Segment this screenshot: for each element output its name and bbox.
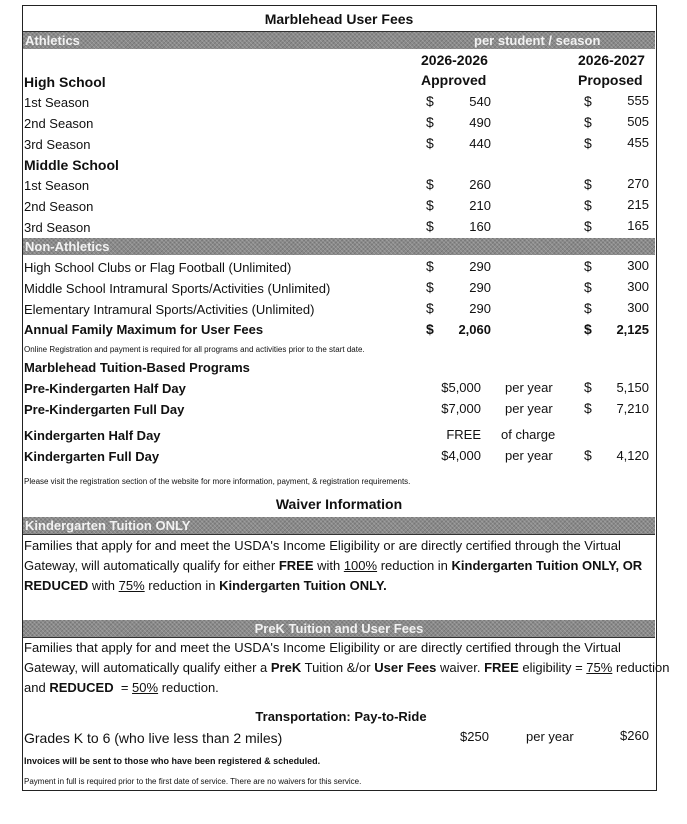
currency-sign: $ xyxy=(426,93,434,109)
currency-sign: $ xyxy=(584,447,592,463)
kindergarten-waiver-bar xyxy=(23,517,655,534)
k-waiver-line-1: Families that apply for and meet the USDA's Income Eligibility or are directly certified through the Virtual xyxy=(24,538,621,553)
row-label: 1st Season xyxy=(24,95,90,110)
row-label: Pre-Kindergarten Half Day xyxy=(24,381,186,396)
online-registration-note: Online Registration and payment is required for all programs and activities prior to the start date. xyxy=(24,345,365,354)
row-label: Kindergarten Half Day xyxy=(24,428,161,443)
page-title: Marblehead User Fees xyxy=(264,11,414,27)
middle-school-label: Middle School xyxy=(24,157,119,173)
tuition-unit: per year xyxy=(505,380,553,395)
tuition-unit: per year xyxy=(505,448,553,463)
currency-sign: $ xyxy=(584,379,592,395)
non-athletics-header-bar xyxy=(23,238,655,255)
currency-sign: $ xyxy=(584,114,592,130)
tuition-header: Marblehead Tuition-Based Programs xyxy=(24,360,250,375)
proposed-value: 7,210 xyxy=(616,401,649,416)
transport-label: Grades K to 6 (who live less than 2 miles) xyxy=(24,730,283,746)
row-label: 2nd Season xyxy=(24,116,94,131)
k-waiver-line-3: REDUCED with 75% reduction in Kindergarten Tuition ONLY. xyxy=(24,578,387,593)
waiver-title: Waiver Information xyxy=(275,496,403,512)
row-label: 1st Season xyxy=(24,178,90,193)
currency-sign: $ xyxy=(426,258,434,274)
row-label: Elementary Intramural Sports/Activities (Unlimited) xyxy=(24,302,315,317)
currency-sign: $ xyxy=(584,400,592,416)
currency-sign: $ xyxy=(584,135,592,151)
tuition-amount: $4,000 xyxy=(441,448,481,463)
approved-value: 160 xyxy=(469,219,491,234)
proposed-value: 165 xyxy=(627,218,649,233)
payment-note: Payment in full is required prior to the first date of service. There are no waivers for this service. xyxy=(24,777,362,786)
row-label: 3rd Season xyxy=(24,220,91,235)
currency-sign: $ xyxy=(584,218,592,234)
currency-sign: $ xyxy=(584,279,592,295)
prek-waiver-bar xyxy=(23,620,655,637)
currency-sign: $ xyxy=(584,321,592,337)
tuition-unit: per year xyxy=(505,401,553,416)
currency-sign: $ xyxy=(584,197,592,213)
tuition-amount: $7,000 xyxy=(441,401,481,416)
row-label: Middle School Intramural Sports/Activities (Unlimited) xyxy=(24,281,331,296)
currency-sign: $ xyxy=(426,218,434,234)
tuition-amount: $5,000 xyxy=(441,380,481,395)
tuition-unit: of charge xyxy=(501,427,556,442)
col1-year: 2026-2026 xyxy=(421,52,488,68)
annual-max-label: Annual Family Maximum for User Fees xyxy=(24,322,264,337)
proposed-value: 270 xyxy=(627,176,649,191)
approved-value: 440 xyxy=(469,136,491,151)
currency-sign: $ xyxy=(426,197,434,213)
approved-value: 490 xyxy=(469,115,491,130)
prek-waiver-line-1: Families that apply for and meet the USDA's Income Eligibility or are directly certified through the Virtual xyxy=(24,640,621,655)
k-waiver-line-2: Gateway, will automatically qualify for either FREE with 100% reduction in Kindergarten Tuition ONLY, OR xyxy=(24,558,643,573)
registration-visit-note: Please visit the registration section of the website for more information, payment, & registration requirements. xyxy=(24,477,411,486)
currency-sign: $ xyxy=(584,300,592,316)
approved-value: 540 xyxy=(469,94,491,109)
proposed-value: 215 xyxy=(627,197,649,212)
high-school-label: High School xyxy=(24,74,106,90)
athletics-header-bar xyxy=(23,32,655,49)
currency-sign: $ xyxy=(426,114,434,130)
transport-proposed: $260 xyxy=(620,728,649,743)
prek-waiver-line-2: Gateway, will automatically qualify either a PreK Tuition &/or User Fees waiver. FREE eligibility = 75% reduction xyxy=(24,660,670,675)
currency-sign: $ xyxy=(426,279,434,295)
proposed-value: 300 xyxy=(627,300,649,315)
currency-sign: $ xyxy=(584,93,592,109)
row-label: 2nd Season xyxy=(24,199,94,214)
annual-max-approved: 2,060 xyxy=(458,322,491,337)
invoice-note: Invoices will be sent to those who have been registered & scheduled. xyxy=(24,756,321,766)
currency-sign: $ xyxy=(426,321,434,337)
approved-value: 290 xyxy=(469,280,491,295)
prek-waiver-line-3: and REDUCED = 50% reduction. xyxy=(24,680,219,695)
approved-value: 290 xyxy=(469,259,491,274)
transport-unit: per year xyxy=(526,729,574,744)
row-label: High School Clubs or Flag Football (Unlimited) xyxy=(24,260,292,275)
divider xyxy=(23,534,655,535)
transportation-title: Transportation: Pay-to-Ride xyxy=(255,709,427,724)
approved-value: 260 xyxy=(469,177,491,192)
row-label: Kindergarten Full Day xyxy=(24,449,160,464)
currency-sign: $ xyxy=(426,176,434,192)
proposed-value: 455 xyxy=(627,135,649,150)
col2-year: 2026-2027 xyxy=(578,52,645,68)
kindergarten-waiver-header: Kindergarten Tuition ONLY xyxy=(25,518,191,533)
row-label: 3rd Season xyxy=(24,137,91,152)
currency-sign: $ xyxy=(584,258,592,274)
non-athletics-header: Non-Athletics xyxy=(25,239,110,254)
approved-value: 210 xyxy=(469,198,491,213)
proposed-value: 300 xyxy=(627,279,649,294)
currency-sign: $ xyxy=(584,176,592,192)
proposed-value: 505 xyxy=(627,114,649,129)
currency-sign: $ xyxy=(426,300,434,316)
transport-amount: $250 xyxy=(460,729,489,744)
per-student-label: per student / season xyxy=(474,33,601,48)
proposed-value: 555 xyxy=(627,93,649,108)
proposed-value: 300 xyxy=(627,258,649,273)
approved-value: 290 xyxy=(469,301,491,316)
proposed-value: 4,120 xyxy=(616,448,649,463)
currency-sign: $ xyxy=(426,135,434,151)
athletics-header: Athletics xyxy=(25,33,80,48)
row-label: Pre-Kindergarten Full Day xyxy=(24,402,185,417)
prek-waiver-header: PreK Tuition and User Fees xyxy=(254,621,424,636)
fee-sheet xyxy=(22,5,670,791)
annual-max-proposed: 2,125 xyxy=(616,322,649,337)
proposed-value: 5,150 xyxy=(616,380,649,395)
tuition-amount: FREE xyxy=(446,427,481,442)
col1-status: Approved xyxy=(421,72,487,88)
col2-status: Proposed xyxy=(578,72,643,88)
divider xyxy=(23,637,655,638)
